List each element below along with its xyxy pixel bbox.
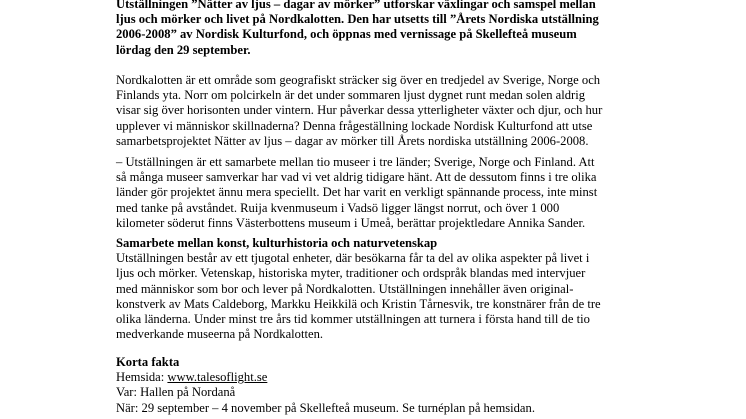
intro-line: ljus och mörker och livet på Nordkalotten. Den har utsetts till ”Årets Nordiska utställning — [116, 12, 599, 27]
paragraph-line: länder gör projektet ännu mera speciellt. Det har varit en verkligt spännande process, inte minst — [116, 185, 598, 200]
paragraph-line: visar sig över horisonten under vintern. Hur påverkar dessa ytterligheter växter och djur, och hur — [116, 103, 603, 118]
facts-section — [116, 355, 716, 416]
intro-line: lördag den 29 september. — [116, 42, 251, 57]
paragraph-line: konstverk av Mats Caldeborg, Markku Heikkilä och Kristin Tårnesvik, tre konstnärer från de tre — [116, 296, 601, 311]
website-row — [116, 370, 716, 385]
section-heading: Samarbete mellan konst, kulturhistoria och naturvetenskap — [116, 236, 438, 250]
intro-paragraph — [116, 0, 716, 58]
body-paragraph-1 — [116, 73, 716, 149]
facts-heading: Korta fakta — [116, 355, 180, 369]
paragraph-line: ljus och mörker. Vetenskap, historiska myter, traditioner och ordspråk blandas med intervjuer — [116, 266, 586, 281]
website-link[interactable]: www.talesoflight.se — [167, 370, 268, 385]
paragraph-line: Nordkalotten är ett område som geografiskt sträcker sig över en tredjedel av Sverige, Norge och — [116, 73, 601, 87]
paragraph-line: olika länderna. Under minst tre års tid kommer utställningen att turnera i första hand till de tio — [116, 312, 590, 327]
paragraph-line: Utställningen består av ett tjugotal enheter, där besökarna får ta del av olika aspekter på livet i — [116, 251, 590, 266]
paragraph-line: samarbetsprojektet Nätter av ljus – dagar av mörker till Årets nordiska utställning 2006-2008. — [116, 133, 589, 148]
facts-when: När: 29 september – 4 november på Skellefteå museum. Se turnéplan på hemsidan. — [116, 400, 535, 415]
facts-where: Var: Hallen på Nordanå — [116, 385, 236, 400]
paragraph-line: med tanke på avståndet. Ruija kvenmuseum i Vadsö ligger längst norrut, och över 1 000 — [116, 200, 560, 215]
paragraph-line: med människor som bor och lever på Nordkalotten. Utställningen innehåller även original- — [116, 281, 574, 296]
website-label: Hemsida: — [116, 370, 168, 385]
paragraph-line: – Utställningen är ett samarbete mellan tio museer i tre länder; Sverige, Norge och Finland. Att — [116, 155, 595, 169]
paragraph-line: så många museer samverkar har vad vi vet aldrig tidigare hänt. Att de dessutom finns i tre olika — [116, 170, 597, 185]
section-collaboration — [116, 236, 716, 342]
paragraph-line: kilometer söderut finns Västerbottens museum i Umeå, berättar projektledare Annika Sander. — [116, 215, 586, 230]
paragraph-line: upplever vi människor skillnaderna? Denna frågeställning lockade Nordisk Kulturfond att utse — [116, 118, 593, 133]
paragraph-line: medverkande museerna på Nordkalotten. — [116, 327, 324, 342]
body-paragraph-2 — [116, 155, 716, 231]
intro-line: 2006-2008” av Nordisk Kulturfond, och öppnas med vernissage på Skellefteå museum — [116, 27, 577, 42]
paragraph-line: Finlands yta. Norr om polcirkeln är det under sommaren ljust dygnet runt medan solen aldrig — [116, 88, 586, 103]
intro-line: Utställningen ”Nätter av ljus – dagar av mörker” utforskar växlingar och samspel mellan — [116, 0, 596, 11]
